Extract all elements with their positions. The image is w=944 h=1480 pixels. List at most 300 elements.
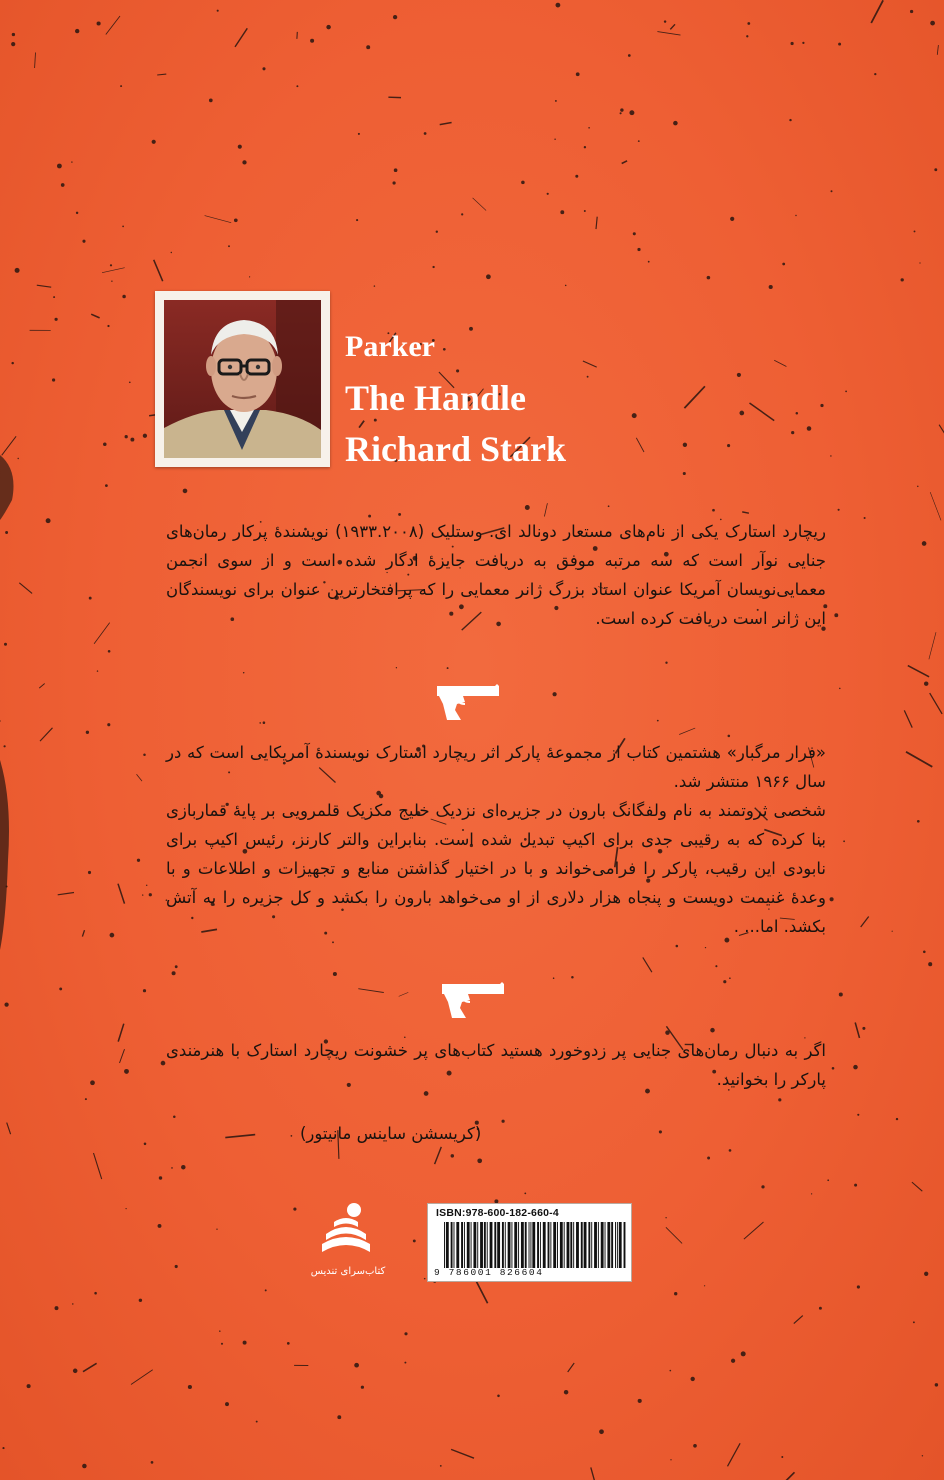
paint-speck: [796, 412, 799, 415]
paint-speck: [0, 720, 1, 721]
paint-scratch: [906, 752, 932, 767]
paint-speck: [219, 1330, 221, 1332]
paint-speck: [130, 438, 134, 442]
paint-speck: [683, 472, 686, 475]
paint-speck: [727, 444, 730, 447]
book-intro-paragraph: «فرار مرگبار» هشتمین کتاب از مجموعهٔ پارکر اثر ریچارد استارک نویسندهٔ آمریکایی است که در سال ۱۹۶۶ منتشر شد.: [166, 743, 826, 791]
paint-speck: [729, 1149, 732, 1152]
paint-speck: [404, 1332, 407, 1335]
paint-speck: [151, 1461, 154, 1464]
paint-scratch: [622, 161, 627, 164]
paint-speck: [914, 230, 916, 232]
paint-speck: [637, 248, 640, 251]
paint-scratch: [94, 623, 110, 644]
paint-speck: [124, 1069, 129, 1074]
paint-scratch: [35, 53, 36, 69]
paint-speck: [175, 1265, 178, 1268]
paint-scratch: [780, 1472, 795, 1480]
barcode-bar: [477, 1222, 478, 1268]
barcode-bar: [456, 1222, 459, 1268]
paint-speck: [857, 1114, 859, 1116]
paint-speck: [469, 327, 473, 331]
paint-speck: [620, 108, 623, 111]
paint-scratch: [37, 285, 51, 287]
barcode-bar: [444, 1222, 445, 1268]
paint-speck: [12, 33, 15, 36]
paint-speck: [853, 1065, 858, 1070]
paint-speck: [599, 1429, 604, 1434]
paint-speck: [934, 168, 937, 171]
paint-speck: [901, 278, 904, 281]
paint-speck: [746, 35, 748, 37]
barcode-bar: [576, 1222, 579, 1268]
paint-speck: [228, 245, 230, 247]
barcode-bar: [467, 1222, 470, 1268]
paint-scratch: [58, 893, 74, 895]
paint-speck: [358, 133, 360, 135]
paint-speck: [263, 721, 266, 724]
barcode-bar: [573, 1222, 574, 1268]
paint-speck: [547, 193, 549, 195]
paint-speck: [310, 39, 314, 43]
paint-speck: [917, 820, 920, 823]
paint-speck: [524, 1192, 526, 1194]
paint-scratch: [679, 728, 695, 734]
paint-speck: [913, 1321, 915, 1323]
paint-scratch: [666, 1227, 682, 1243]
barcode-bar: [617, 1222, 618, 1268]
barcode-bar: [484, 1222, 486, 1268]
paint-speck: [892, 931, 893, 932]
paint-speck: [832, 1067, 835, 1070]
paint-scratch: [39, 684, 45, 689]
paint-scratch: [205, 216, 232, 223]
paint-speck: [54, 318, 57, 321]
barcode-bar: [588, 1222, 590, 1268]
paint-speck: [94, 1292, 97, 1295]
paint-speck: [781, 1456, 783, 1458]
paint-speck: [393, 15, 397, 19]
paint-speck: [76, 212, 78, 214]
paint-speck: [648, 261, 650, 263]
paint-speck: [628, 54, 631, 57]
paint-speck: [789, 119, 791, 121]
paint-speck: [265, 1289, 267, 1291]
paint-scratch: [544, 503, 547, 516]
paint-speck: [587, 376, 589, 378]
paint-scratch: [102, 268, 125, 273]
paint-speck: [632, 413, 637, 418]
paint-speck: [657, 720, 659, 722]
paint-speck: [747, 22, 750, 25]
barcode-bar: [521, 1222, 524, 1268]
paint-speck: [142, 894, 143, 895]
paint-speck: [729, 977, 731, 979]
paint-speck: [122, 226, 124, 228]
paint-scratch: [929, 632, 936, 659]
paint-scratch: [568, 1363, 575, 1372]
paint-speck: [146, 885, 147, 886]
paint-speck: [374, 419, 377, 422]
paint-speck: [143, 434, 147, 438]
paint-speck: [874, 73, 876, 75]
barcode-bar: [529, 1222, 530, 1268]
paint-scratch: [596, 217, 597, 229]
paint-speck: [525, 505, 530, 510]
paint-speck: [834, 613, 838, 617]
isbn-barcode-box: [427, 1203, 632, 1282]
paint-speck: [27, 1384, 31, 1388]
paint-speck: [110, 264, 112, 266]
paint-speck: [447, 667, 449, 669]
paint-speck: [838, 509, 840, 511]
paint-speck: [564, 1390, 569, 1395]
barcode-bar: [564, 1222, 565, 1268]
paint-speck: [436, 231, 438, 233]
paint-scratch: [235, 28, 247, 47]
paint-speck: [456, 369, 459, 372]
barcode-bar: [502, 1222, 504, 1268]
paint-speck: [670, 1370, 672, 1372]
barcode-bar: [511, 1222, 512, 1268]
paint-speck: [820, 404, 823, 407]
paint-speck: [807, 426, 812, 431]
paint-speck: [924, 1272, 928, 1276]
paint-speck: [922, 541, 927, 546]
paint-scratch: [157, 74, 166, 75]
paint-speck: [107, 325, 109, 327]
paint-speck: [862, 1027, 865, 1030]
paint-speck: [129, 381, 131, 383]
barcode-bar: [505, 1222, 506, 1268]
paint-scratch: [794, 1316, 803, 1324]
paint-scratch: [728, 1443, 741, 1466]
barcode-bar: [464, 1222, 465, 1268]
barcode-bar: [446, 1222, 449, 1268]
paint-speck: [238, 145, 242, 149]
paint-scratch: [657, 32, 680, 35]
paint-speck: [629, 110, 634, 115]
barcode-bar: [611, 1222, 613, 1268]
paint-speck: [73, 1369, 78, 1374]
paint-scratch: [670, 24, 675, 29]
paint-speck: [326, 25, 330, 29]
paint-speck: [209, 99, 213, 103]
paint-speck: [152, 140, 156, 144]
barcode-bar: [557, 1222, 558, 1268]
paint-speck: [704, 1285, 705, 1286]
paint-speck: [565, 285, 567, 287]
paint-speck: [731, 1359, 735, 1363]
paint-scratch: [2, 436, 16, 455]
paint-scratch: [118, 1024, 124, 1042]
paint-speck: [82, 1464, 87, 1469]
paint-speck: [665, 1217, 666, 1218]
paint-speck: [693, 1444, 697, 1448]
paint-speck: [928, 962, 932, 966]
paint-speck: [86, 731, 89, 734]
paint-speck: [584, 146, 586, 148]
paint-scratch: [871, 0, 883, 23]
paint-speck: [922, 1455, 923, 1456]
paint-speck: [831, 190, 833, 192]
paint-speck: [830, 455, 831, 456]
paint-speck: [88, 871, 91, 874]
isbn-digits: 9 786001 826604: [434, 1267, 544, 1278]
paint-speck: [72, 1303, 73, 1304]
paint-speck: [923, 951, 926, 954]
paint-speck: [919, 262, 920, 263]
author-bio-paragraph: ریچارد استارک یکی از نام‌های مستعار دونالد ای. وستلیک (۱۹۳۳.۲۰۰۸) نویسندهٔ پرکار رمان‌های جنایی نوآر است که سه مرتبه موفق به دریافت جایزهٔ ادگار شده است و از سوی انجمن معمایی‌نویسان آمریکا عنوان استاد بزرگ ژانر معمایی را که پرافتخارترین عنوان برای نویسندگان این ژانر است دریافت کرده است.: [166, 522, 826, 628]
paint-speck: [393, 181, 396, 184]
isbn-label: ISBN:978-600-182-660-4: [436, 1207, 559, 1219]
paint-speck: [664, 20, 666, 22]
paint-speck: [741, 1351, 746, 1356]
barcode-bar: [548, 1222, 550, 1268]
paint-speck: [139, 1299, 142, 1302]
series-title: Parker: [345, 330, 435, 363]
paint-speck: [398, 513, 401, 516]
paint-speck: [181, 1165, 186, 1170]
paint-speck: [11, 42, 15, 46]
paint-scratch: [855, 1023, 859, 1038]
paint-speck: [17, 458, 18, 459]
paint-speck: [924, 681, 928, 685]
paint-speck: [638, 1399, 642, 1403]
paint-speck: [159, 1176, 162, 1179]
paint-speck: [171, 252, 172, 253]
paint-speck: [97, 670, 98, 671]
paint-speck: [864, 517, 866, 519]
barcode-bar: [490, 1222, 493, 1268]
paint-speck: [217, 10, 219, 12]
paint-speck: [249, 276, 250, 277]
paint-speck: [424, 132, 427, 135]
barcode-bar: [532, 1222, 535, 1268]
paint-scratch: [83, 1363, 97, 1371]
review-source: (کریسشن ساینس مانیتور): [300, 1124, 482, 1143]
paint-speck: [221, 1343, 223, 1345]
paint-scratch: [120, 1049, 125, 1063]
paint-speck: [854, 1184, 857, 1187]
paint-speck: [15, 268, 20, 273]
paint-speck: [712, 509, 715, 512]
paint-speck: [761, 1185, 764, 1188]
paint-speck: [107, 723, 110, 726]
paint-speck: [497, 1395, 500, 1398]
paint-speck: [413, 1239, 416, 1242]
paint-speck: [55, 1306, 59, 1310]
paint-speck: [57, 164, 62, 169]
paint-speck: [61, 183, 65, 187]
paint-scratch: [225, 1135, 255, 1138]
paint-speck: [737, 373, 741, 377]
paint-speck: [769, 285, 773, 289]
paint-speck: [110, 933, 115, 938]
paint-speck: [710, 1028, 715, 1033]
barcode-bar: [607, 1222, 610, 1268]
paint-speck: [242, 160, 246, 164]
paint-scratch: [742, 512, 749, 513]
book-title: The Handle: [345, 378, 527, 418]
paint-scratch: [583, 361, 597, 367]
paint-speck: [691, 1377, 695, 1381]
paint-speck: [486, 274, 491, 279]
barcode-bar: [584, 1222, 587, 1268]
paint-speck: [839, 688, 841, 690]
paint-speck: [443, 348, 446, 351]
barcode-bar: [480, 1222, 483, 1268]
paint-scratch: [744, 1222, 764, 1239]
paint-scratch: [358, 989, 384, 993]
paint-speck: [560, 210, 564, 214]
barcode-bar: [537, 1222, 539, 1268]
paint-scratch: [904, 710, 912, 727]
paint-speck: [2, 1447, 4, 1449]
paint-speck: [440, 1465, 442, 1467]
paint-speck: [930, 21, 935, 26]
paint-speck: [827, 1179, 829, 1181]
barcode-bar: [591, 1222, 592, 1268]
barcode-bar: [550, 1222, 551, 1268]
paint-scratch: [131, 1370, 153, 1385]
barcode-bar: [525, 1222, 527, 1268]
paint-speck: [59, 987, 62, 990]
paint-speck: [374, 285, 375, 286]
paint-speck: [683, 443, 687, 447]
paint-scratch: [40, 728, 53, 741]
paint-speck: [71, 161, 72, 162]
barcode-bar: [560, 1222, 563, 1268]
paint-speck: [556, 3, 561, 8]
barcode-bar: [543, 1222, 546, 1268]
paint-speck: [394, 168, 398, 172]
paint-speck: [802, 42, 804, 44]
paint-scratch: [908, 666, 929, 677]
barcode-bars: [442, 1222, 628, 1268]
paint-speck: [830, 897, 834, 901]
barcode-bar: [594, 1222, 597, 1268]
paint-scratch: [435, 1147, 442, 1164]
paint-speck: [910, 10, 913, 13]
paint-speck: [225, 1402, 229, 1406]
paint-speck: [125, 435, 128, 438]
paint-scratch: [636, 438, 644, 452]
paint-scratch: [118, 884, 125, 904]
paint-speck: [143, 989, 146, 992]
paint-scratch: [930, 693, 942, 714]
author-portrait-frame: [155, 291, 330, 467]
paint-speck: [935, 1383, 938, 1386]
author-portrait: [164, 300, 321, 458]
paint-scratch: [106, 16, 120, 35]
paint-scratch: [473, 198, 487, 211]
barcode-bar: [581, 1222, 583, 1268]
paint-speck: [477, 1158, 482, 1163]
paint-scratch: [94, 1153, 102, 1179]
paint-speck: [52, 378, 55, 381]
barcode-bar: [508, 1222, 511, 1268]
paint-scratch: [861, 917, 869, 928]
paint-scratch: [7, 1123, 11, 1135]
paint-speck: [404, 1362, 406, 1364]
barcode-bar: [624, 1222, 626, 1268]
paint-scratch: [774, 360, 786, 366]
paint-speck: [728, 735, 731, 738]
barcode-bar: [598, 1222, 599, 1268]
paint-speck: [75, 29, 79, 33]
paint-speck: [3, 745, 5, 747]
paint-speck: [243, 1341, 247, 1345]
paint-speck: [143, 753, 146, 756]
paint-speck: [356, 219, 358, 221]
paint-speck: [670, 1459, 671, 1460]
paint-speck: [90, 1080, 95, 1085]
paint-scratch: [359, 421, 364, 428]
paint-speck: [216, 1229, 217, 1230]
paint-speck: [396, 667, 397, 668]
barcode-bar: [461, 1222, 463, 1268]
paint-speck: [361, 1386, 364, 1389]
paint-speck: [451, 1154, 454, 1157]
barcode-bar: [619, 1222, 622, 1268]
paint-speck: [608, 505, 610, 507]
paint-scratch: [912, 1182, 922, 1191]
paint-speck: [11, 362, 13, 364]
paint-scratch: [154, 260, 163, 281]
barcode-bar: [553, 1222, 556, 1268]
paint-speck: [256, 1421, 258, 1423]
paint-speck: [293, 1208, 296, 1211]
paint-speck: [173, 1115, 176, 1118]
paint-speck: [707, 276, 711, 280]
barcode-bar: [601, 1222, 604, 1268]
paint-speck: [89, 597, 92, 600]
paint-speck: [845, 391, 847, 393]
paint-speck: [730, 217, 734, 221]
barcode-bar: [518, 1222, 519, 1268]
paint-speck: [120, 85, 122, 87]
paint-speck: [575, 175, 578, 178]
paint-speck: [158, 1224, 162, 1228]
barcode-bar: [471, 1222, 472, 1268]
paint-speck: [553, 977, 555, 979]
paint-scratch: [451, 1449, 474, 1458]
paint-speck: [53, 296, 55, 298]
paint-speck: [4, 1002, 8, 1006]
paint-speck: [287, 1342, 290, 1345]
paint-scratch: [939, 425, 944, 436]
paint-speck: [4, 643, 7, 646]
barcode-bar: [570, 1222, 572, 1268]
paint-speck: [183, 489, 188, 494]
paint-speck: [234, 218, 238, 222]
paint-speck: [584, 210, 586, 212]
paint-speck: [723, 980, 726, 983]
barcode-bar: [473, 1222, 476, 1268]
paint-speck: [521, 181, 525, 185]
paint-scratch: [750, 403, 775, 421]
paint-speck: [105, 484, 108, 487]
paint-speck: [461, 213, 463, 215]
paint-speck: [337, 1415, 341, 1419]
paint-speck: [171, 1167, 173, 1169]
barcode-bar: [514, 1222, 517, 1268]
barcode-bar: [487, 1222, 488, 1268]
paint-speck: [85, 1098, 87, 1100]
paint-speck: [259, 722, 261, 724]
paint-scratch: [591, 1467, 597, 1480]
